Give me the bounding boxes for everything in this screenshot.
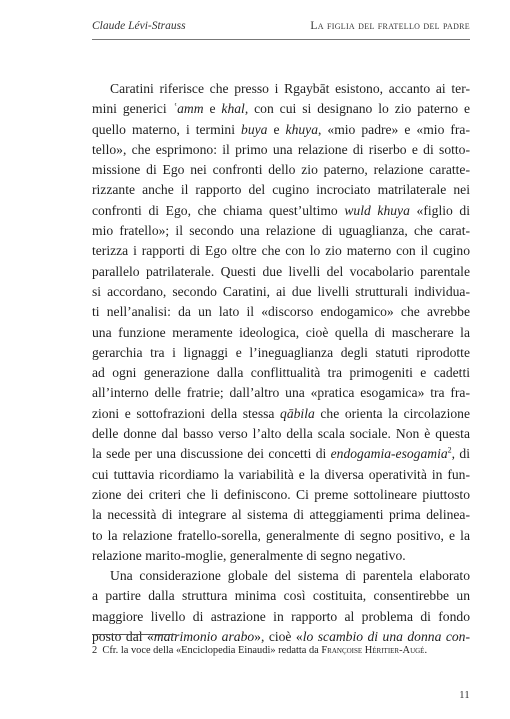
text-run: parallelo patrilaterale. Questi due livelli del vocabolario parentale xyxy=(92,263,470,279)
text-run: ti nell’analisi: da un lato il «discorso endogamico» che avrebbe xyxy=(92,304,470,320)
text-run: zioni e sottofrazioni della stessa xyxy=(92,405,281,421)
text-line xyxy=(92,99,470,119)
text-line xyxy=(92,180,470,200)
text-run: to la relazione fratello-sorella, generalmente di segno positivo, e la xyxy=(92,527,470,543)
italic-term: lo scambio di una donna con- xyxy=(302,629,470,645)
text-line xyxy=(92,485,470,505)
text-run: una funzione meramente ideologica, cioè quella di mascherare la xyxy=(92,324,470,340)
text-run: missione di Ego nei confronti dello zio paterno, relazione caratte- xyxy=(92,162,470,178)
text-run: , di xyxy=(451,446,470,462)
text-line xyxy=(92,424,470,444)
footnote-number: 2 xyxy=(92,645,98,656)
text-run: gerarchia tra i lignaggi e l’ineguaglianza degli statuti riprodotte xyxy=(92,344,470,360)
text-line xyxy=(92,343,470,363)
text-run: che orienta la circolazione xyxy=(314,405,470,421)
text-run: la necessità di integrare al sistema di atteggiamenti prima delinea- xyxy=(92,507,470,523)
footnote-rule xyxy=(92,634,176,635)
text-line xyxy=(92,140,470,160)
text-run: e xyxy=(203,101,222,117)
text-line xyxy=(92,201,470,221)
text-run: quello materno, i termini xyxy=(92,121,242,137)
text-line xyxy=(92,465,470,485)
text-run: ad ogni generazione dalla conflittualità tra primogeniti e cadetti xyxy=(92,365,470,381)
text-run: mini generici xyxy=(92,101,173,117)
text-run: relazione marito-moglie, generalmente di segno negativo. xyxy=(92,547,406,563)
text-line xyxy=(92,282,470,302)
footnote-author: Françoise Héritier-Augé xyxy=(321,645,425,656)
text-run: maggiore livello di astrazione in rapporto al problema di fondo xyxy=(92,608,470,624)
text-line xyxy=(92,546,470,566)
text-line xyxy=(92,526,470,546)
text-line xyxy=(92,323,470,343)
italic-term: buya xyxy=(241,121,268,137)
text-run: zione dei criteri che li definiscono. Ci preme sottolineare piuttosto xyxy=(92,486,470,502)
italic-term: wuld khuya xyxy=(344,202,410,218)
paragraph xyxy=(92,79,470,566)
text-line xyxy=(92,383,470,403)
text-line xyxy=(92,505,470,525)
text-line xyxy=(92,79,470,99)
text-line xyxy=(92,566,470,586)
italic-term: khuya xyxy=(285,121,318,137)
italic-term: ʿamm xyxy=(172,101,204,117)
footnote-end: . xyxy=(424,645,428,656)
italic-term: matrimonio arabo xyxy=(153,629,255,645)
italic-term: endogamia-esogamia xyxy=(330,446,448,462)
text-run: all’interno delle fratrie; dall’altro una «pratica esogamica» tra fra- xyxy=(92,385,470,401)
text-run: delle donne dal basso verso l’alto della scala sociale. Non è questa xyxy=(92,426,470,442)
text-line xyxy=(92,120,470,140)
text-line xyxy=(92,262,470,282)
text-run: confronti di Ego, che chiama quest’ultimo xyxy=(92,202,345,218)
text-run: posto dal « xyxy=(92,629,154,645)
paragraph xyxy=(92,566,470,647)
text-run: , con cui si designano lo zio paterno e xyxy=(244,101,470,117)
header-chapter-title: La figlia del fratello del padre xyxy=(310,20,470,32)
italic-term: qābila xyxy=(280,405,315,421)
text-line xyxy=(92,607,470,627)
text-line xyxy=(92,444,470,464)
text-run: , «mio padre» e «mio fra- xyxy=(318,121,470,137)
text-run: mio fratello»; il secondo una relazione di uguaglianza, che carat- xyxy=(92,223,470,239)
text-run: e xyxy=(267,121,286,137)
text-line xyxy=(92,586,470,606)
text-run: terizza i rapporti di Ego oltre che con lo zio materno con il cugino xyxy=(92,243,470,259)
text-run: «figlio di xyxy=(409,202,470,218)
header-rule xyxy=(92,39,470,40)
text-line xyxy=(92,302,470,322)
text-run: Una considerazione globale del sistema di parentela elaborato xyxy=(110,568,470,584)
italic-term: khal xyxy=(221,101,245,117)
text-line xyxy=(92,160,470,180)
running-header xyxy=(92,20,470,36)
text-run: », cioè « xyxy=(254,629,303,645)
text-run: tello», che esprimono: il primo una relazione di riserbo e di sotto- xyxy=(92,141,470,157)
text-line xyxy=(92,221,470,241)
header-author: Claude Lévi-Strauss xyxy=(92,20,186,32)
footnote xyxy=(92,644,472,658)
text-run: la sede per una discussione dei concetti di xyxy=(92,446,331,462)
body-text xyxy=(92,79,470,647)
text-line xyxy=(92,241,470,261)
text-run: Caratini riferisce che presso i Rgaybāt esistono, accanto ai ter- xyxy=(110,81,470,96)
text-run: si accordano, secondo Caratini, ai due livelli strutturali individua- xyxy=(92,283,470,299)
text-line xyxy=(92,404,470,424)
text-run: rizzante anche il rapporto del cugino incrociato matrilaterale nei xyxy=(92,182,470,198)
text-run: a partire dalla struttura minima così costituita, consentirebbe un xyxy=(92,588,470,604)
text-line xyxy=(92,363,470,383)
page-number: 11 xyxy=(459,690,470,701)
footnote-text: Cfr. la voce della «Enciclopedia Einaudi» redatta da xyxy=(102,645,322,656)
text-run: cui tuttavia ricordiamo la variabilità e la diversa operatività in fun- xyxy=(92,466,470,482)
footnote-ref: 2 xyxy=(447,445,452,455)
